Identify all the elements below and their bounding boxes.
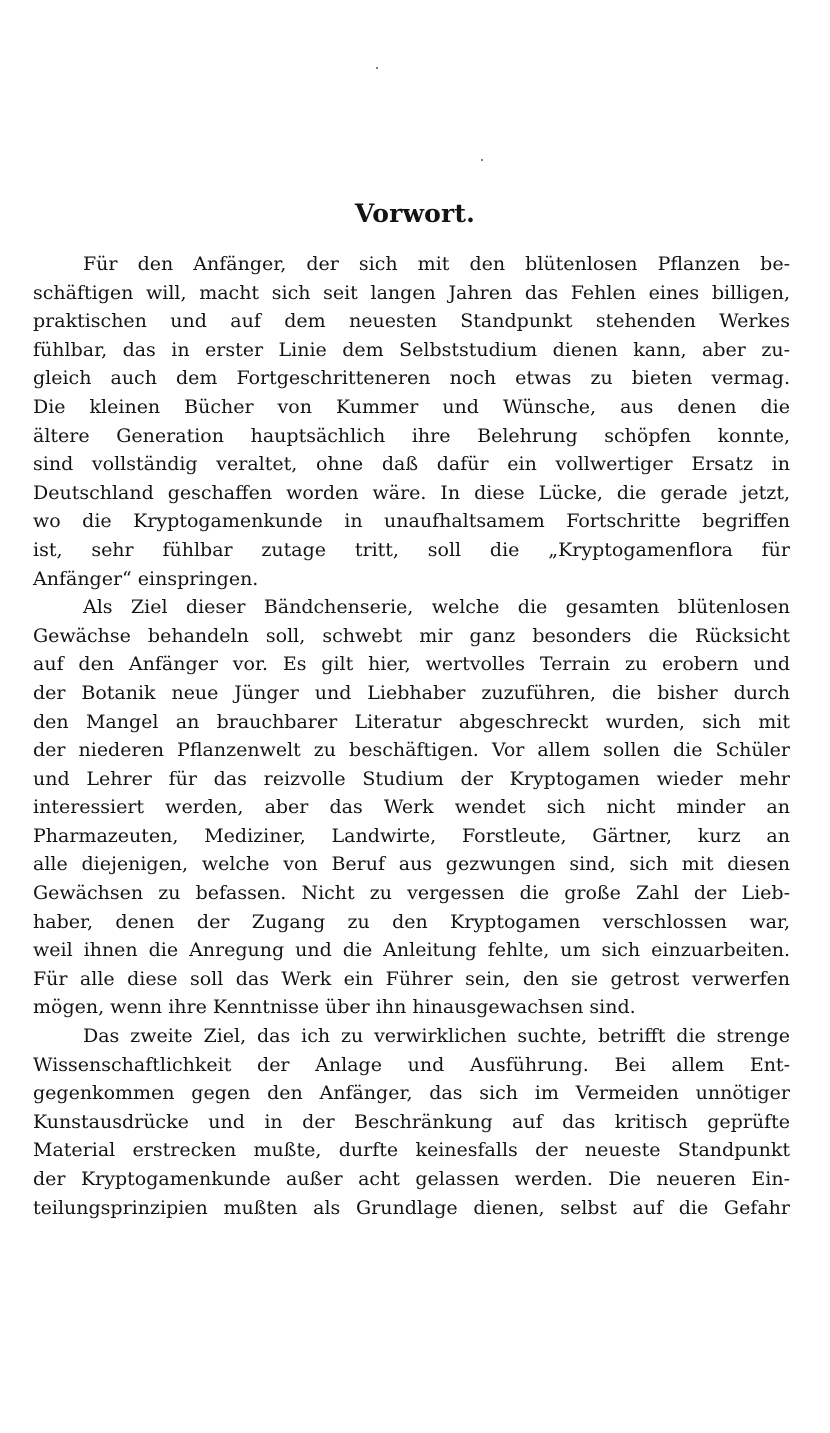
text-line: auf den Anfänger vor. Es gilt hier, wertvolles Terrain zu erobern und	[33, 653, 790, 676]
text-line: der Botanik neue Jünger und Liebhaber zuzuführen, die bisher durch	[33, 681, 790, 704]
text-line: Material erstrecken mußte, durfte keinesfalls der neueste Standpunkt	[33, 1139, 790, 1162]
text-line: wo die Kryptogamenkunde in unaufhaltsamem Fortschritte begriffen	[33, 510, 790, 533]
text-line: und Lehrer für das reizvolle Studium der Kryptogamen wieder mehr	[33, 767, 790, 790]
text-line: Gewächsen zu befassen. Nicht zu vergessen die große Zahl der Lieb-	[33, 882, 790, 905]
text-line: mögen, wenn ihre Kenntnisse über ihn hinausgewachsen sind.	[33, 996, 636, 1019]
text-line: Anfänger“ einspringen.	[33, 567, 259, 590]
scan-speck	[481, 159, 483, 161]
text-line: Pharmazeuten, Mediziner, Landwirte, Forstleute, Gärtner, kurz an	[33, 824, 790, 847]
text-line: sind vollständig veraltet, ohne daß dafür ein vollwertiger Ersatz in	[33, 453, 790, 476]
body-text	[33, 250, 790, 1222]
page-title: Vorwort.	[354, 199, 476, 228]
text-line: alle diejenigen, welche von Beruf aus gezwungen sind, sich mit diesen	[33, 853, 790, 876]
text-line: interessiert werden, aber das Werk wendet sich nicht minder an	[33, 796, 790, 819]
text-line: ältere Generation hauptsächlich ihre Belehrung schöpfen konnte,	[33, 424, 790, 447]
text-line: weil ihnen die Anregung und die Anleitung fehlte, um sich einzuarbeiten.	[33, 939, 790, 962]
text-line: gleich auch dem Fortgeschritteneren noch etwas zu bieten vermag.	[33, 367, 790, 390]
text-line: gegenkommen gegen den Anfänger, das sich im Vermeiden unnötiger	[33, 1082, 790, 1105]
text-line: Als Ziel dieser Bändchenserie, welche die gesamten blütenlosen	[83, 596, 790, 619]
scan-speck	[376, 67, 378, 69]
text-line: Das zweite Ziel, das ich zu verwirklichen suchte, betrifft die strenge	[83, 1025, 790, 1048]
text-line: ist, sehr fühlbar zutage tritt, soll die „Kryptogamenflora für	[33, 538, 790, 561]
text-line: schäftigen will, macht sich seit langen Jahren das Fehlen eines billigen,	[33, 281, 790, 304]
text-line: Gewächse behandeln soll, schwebt mir ganz besonders die Rücksicht	[33, 624, 790, 647]
text-line: haber, denen der Zugang zu den Kryptogamen verschlossen war,	[33, 910, 790, 933]
text-line: der Kryptogamenkunde außer acht gelassen werden. Die neueren Ein-	[33, 1168, 790, 1190]
text-line: Die kleinen Bücher von Kummer und Wünsche, aus denen die	[33, 395, 790, 418]
text-line: Deutschland geschaffen worden wäre. In diese Lücke, die gerade jetzt,	[33, 481, 790, 504]
text-line: der niederen Pflanzenwelt zu beschäftigen. Vor allem sollen die Schüler	[33, 739, 790, 762]
text-line: den Mangel an brauchbarer Literatur abgeschreckt wurden, sich mit	[33, 710, 790, 733]
text-line: Für alle diese soll das Werk ein Führer sein, den sie getrost verwerfen	[33, 967, 790, 990]
text-line: Kunstausdrücke und in der Beschränkung auf das kritisch geprüfte	[33, 1110, 790, 1133]
text-line: fühlbar, das in erster Linie dem Selbststudium dienen kann, aber zu-	[33, 338, 790, 361]
text-line: Wissenschaftlichkeit der Anlage und Ausführung. Bei allem Ent-	[33, 1053, 790, 1076]
text-line: teilungsprinzipien mußten als Grundlage dienen, selbst auf die Gefahr	[33, 1196, 790, 1219]
text-line: praktischen und auf dem neuesten Standpunkt stehenden Werkes	[33, 310, 790, 333]
text-line: Für den Anfänger, der sich mit den blütenlosen Pflanzen be-	[83, 253, 790, 275]
